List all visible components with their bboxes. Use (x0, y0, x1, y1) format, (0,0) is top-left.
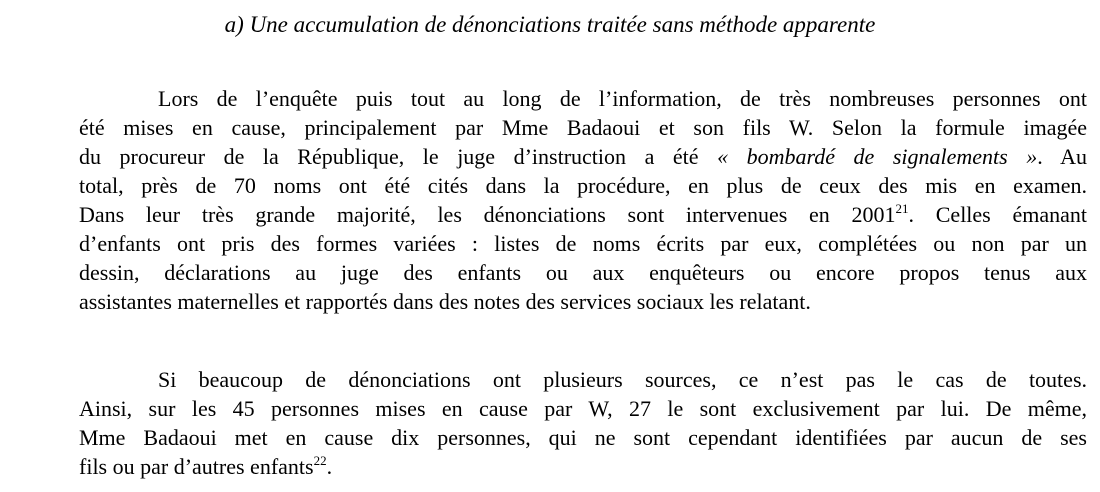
paragraph-line: Si beaucoup de dénonciations ont plusieurs sources, ce n’est pas le cas de toutes. (158, 367, 1087, 392)
text-segment: . Au (1037, 144, 1087, 169)
paragraph-line: Mme Badaoui met en cause dix personnes, qui ne sont cependant identifiées par aucun de ses (79, 425, 1087, 450)
footnote-ref-21[interactable]: 21 (895, 201, 909, 216)
paragraph-line: d’enfants ont pris des formes variées : listes de noms écrits par eux, complétées ou non par un (79, 231, 1087, 256)
text-segment: fils ou par d’autres enfants (79, 454, 314, 479)
section-heading: a) Une accumulation de dénonciations traitée sans méthode apparente (224, 12, 876, 37)
paragraph-line (79, 142, 1087, 171)
text-segment: . Celles émanant (908, 202, 1087, 227)
quotation: « bombardé de signalements » (717, 144, 1038, 169)
paragraph-line (79, 452, 1087, 481)
footnote-ref-22[interactable]: 22 (313, 453, 327, 468)
text-segment: Dans leur très grande majorité, les dénonciations sont intervenues en 2001 (79, 202, 896, 227)
text-segment: du procureur de la République, le juge d’instruction a été (79, 144, 718, 169)
paragraph-line: assistantes maternelles et rapportés dans des notes des services sociaux les relatant. (79, 289, 811, 314)
paragraph-line (79, 200, 1087, 229)
paragraph-line: Ainsi, sur les 45 personnes mises en cause par W, 27 le sont exclusivement par lui. De même, (79, 396, 1087, 421)
paragraph-line: total, près de 70 noms ont été cités dans la procédure, en plus de ceux des mis en examen. (79, 173, 1087, 198)
paragraph-line: été mises en cause, principalement par Mme Badaoui et son fils W. Selon la formule imagée (79, 115, 1087, 140)
paragraph-1 (79, 84, 1087, 316)
text-segment: . (326, 454, 333, 479)
paragraph-line: dessin, déclarations au juge des enfants ou aux enquêteurs ou encore propos tenus aux (79, 260, 1087, 285)
paragraph-2 (79, 365, 1087, 481)
paragraph-line: Lors de l’enquête puis tout au long de l’information, de très nombreuses personnes ont (158, 86, 1087, 111)
